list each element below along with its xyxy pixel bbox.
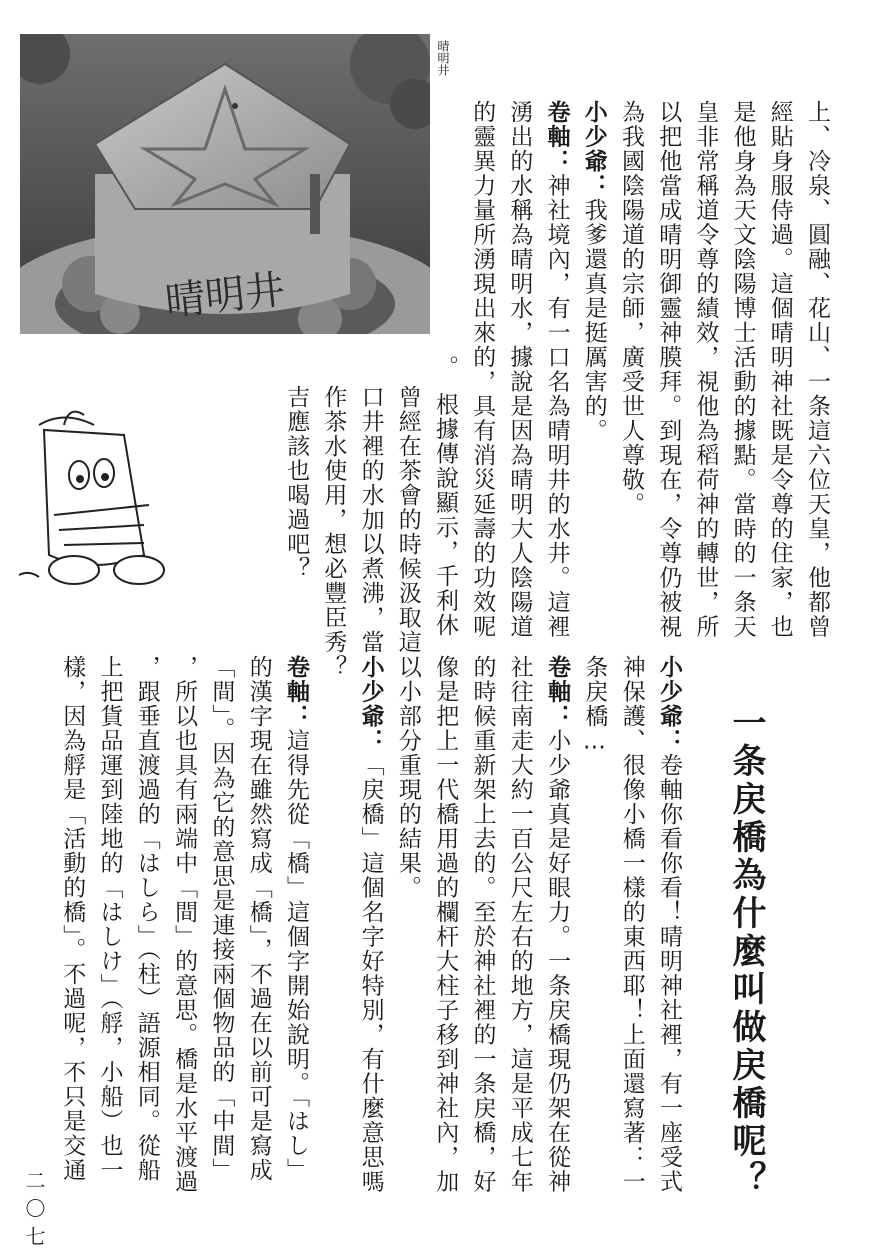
page-number: 二〇七 (22, 1170, 46, 1254)
photo-caption: 晴明井 (436, 40, 450, 76)
text-column (761, 100, 799, 639)
text-column (538, 100, 576, 639)
speaker-label: 卷軸： (543, 100, 570, 174)
carved-well-name: 晴明井 (163, 266, 288, 326)
body-text: 上、冷泉、圓融、花山、一条這六位天皇，他都曾 (804, 100, 830, 639)
text-column (426, 655, 464, 1194)
body-text: 樣，因為艀是「活動的橋」。不過呢，不只是交通 (59, 655, 86, 1183)
text-column (575, 655, 613, 756)
text-column (426, 355, 464, 638)
body-text: 社往南走大約一百公尺左右的地方，這是平成七年 (506, 655, 533, 1194)
section-title: 一条戻橋為什麼叫做戻橋呢？ (726, 705, 766, 1199)
text-column (612, 100, 650, 517)
text-column (538, 655, 576, 1194)
text-column (500, 100, 538, 639)
text-column (277, 385, 315, 581)
text-column (165, 655, 203, 1194)
text-column (463, 100, 501, 639)
text-column (575, 100, 613, 443)
body-text: 「間」。因為它的意思是連接兩個物品的「中間」 (208, 655, 235, 1183)
speaker-label: 小少爺： (656, 655, 682, 753)
body-text: 為我國陰陽道的宗師，廣受世人尊敬。 (618, 100, 644, 517)
body-text: 以把他當成晴明御靈神膜拜。到現在，令尊仍被視 (655, 100, 682, 639)
seimei-well-photo (20, 34, 430, 334)
body-text: 「戻橋」這個名字好特別，有什麼意思嗎 (357, 753, 384, 1194)
text-column (686, 100, 724, 639)
text-column (53, 655, 91, 1183)
text-column (464, 655, 502, 1194)
text-column (650, 655, 688, 1194)
text-column (128, 655, 166, 1183)
text-column (798, 100, 836, 639)
body-text: 湧出的水稱為晴明水，據說是因為晴明大人陰陽道 (506, 100, 533, 639)
text-column (613, 655, 651, 1194)
body-text: 吉應該也喝過吧？ (283, 385, 310, 581)
body-text: 的時候重新架上去的。至於神社裡的一条戻橋，好 (469, 655, 496, 1194)
speaker-label: 小少爺： (357, 655, 384, 753)
speaker-label: 卷軸： (544, 655, 571, 729)
body-text: 神社境內，有一口名為晴明井的水井。這裡 (543, 173, 570, 639)
text-column (352, 655, 390, 1194)
body-text: 皇非常稱道令尊的績效，視他為稻荷神的轉世，所 (692, 100, 719, 639)
body-text: 卷軸你看你看！晴明神社裡，有一座受式 (656, 753, 682, 1194)
body-text: 以小部分重現的結果。 (394, 655, 421, 900)
text-column (240, 655, 278, 1183)
body-text: 的靈異力量所湧現出來的，具有消災延壽的功效呢 (469, 100, 496, 639)
text-column (202, 655, 240, 1183)
body-text: 口井裡的水加以煮沸，當 (357, 385, 384, 655)
text-column (314, 385, 352, 655)
body-text: ，跟垂直渡過的「はしら」（柱）語源相同。從船 (133, 655, 160, 1183)
body-text: 我爹還真是挺厲害的。 (580, 198, 607, 443)
body-text: 。 根據傳說顯示，千利休 (432, 355, 458, 638)
text-column (389, 655, 427, 900)
body-text: ？ (320, 655, 347, 680)
body-text: 上把貨品運到陸地的「はしけ」（艀，小船）也一 (96, 655, 123, 1183)
body-text: 經貼身服侍過。這個晴明神社既是令尊的住家，也 (766, 100, 793, 639)
body-text: 曾經在茶會的時候汲取這 (394, 385, 421, 655)
text-column (277, 655, 315, 1183)
speaker-label: 卷軸： (283, 655, 309, 729)
body-text: 小少爺真是好眼力。一条戻橋現仍架在從神 (544, 728, 571, 1194)
speaker-label: 小少爺： (580, 100, 607, 198)
text-column (352, 385, 390, 655)
body-text: 是他身為天文陰陽博士活動的據點。當時的一条天 (729, 100, 756, 639)
text-column (501, 655, 539, 1194)
body-text: 神保護、很像小橋一樣的東西耶！上面還寫著：一 (618, 655, 645, 1194)
body-text: 這得先從「橋」這個字開始說明。「はし」 (283, 728, 309, 1183)
text-column (314, 655, 352, 680)
text-column (91, 655, 129, 1183)
body-text: 作茶水使用，想必豐臣秀 (320, 385, 347, 655)
text-column (389, 385, 427, 655)
body-text: 条戻橋… (581, 655, 608, 756)
text-column (649, 100, 687, 639)
body-text: ，所以也具有兩端中「間」的意思。橋是水平渡過 (171, 655, 198, 1194)
text-column (724, 100, 762, 639)
body-text: 的漢字現在雖然寫成「橋」，不過在以前可是寫成 (245, 655, 272, 1183)
scroll-mascot-illustration (4, 405, 174, 595)
body-text: 像是把上一代橋用過的欄杆大柱子移到神社內，加 (432, 655, 459, 1194)
